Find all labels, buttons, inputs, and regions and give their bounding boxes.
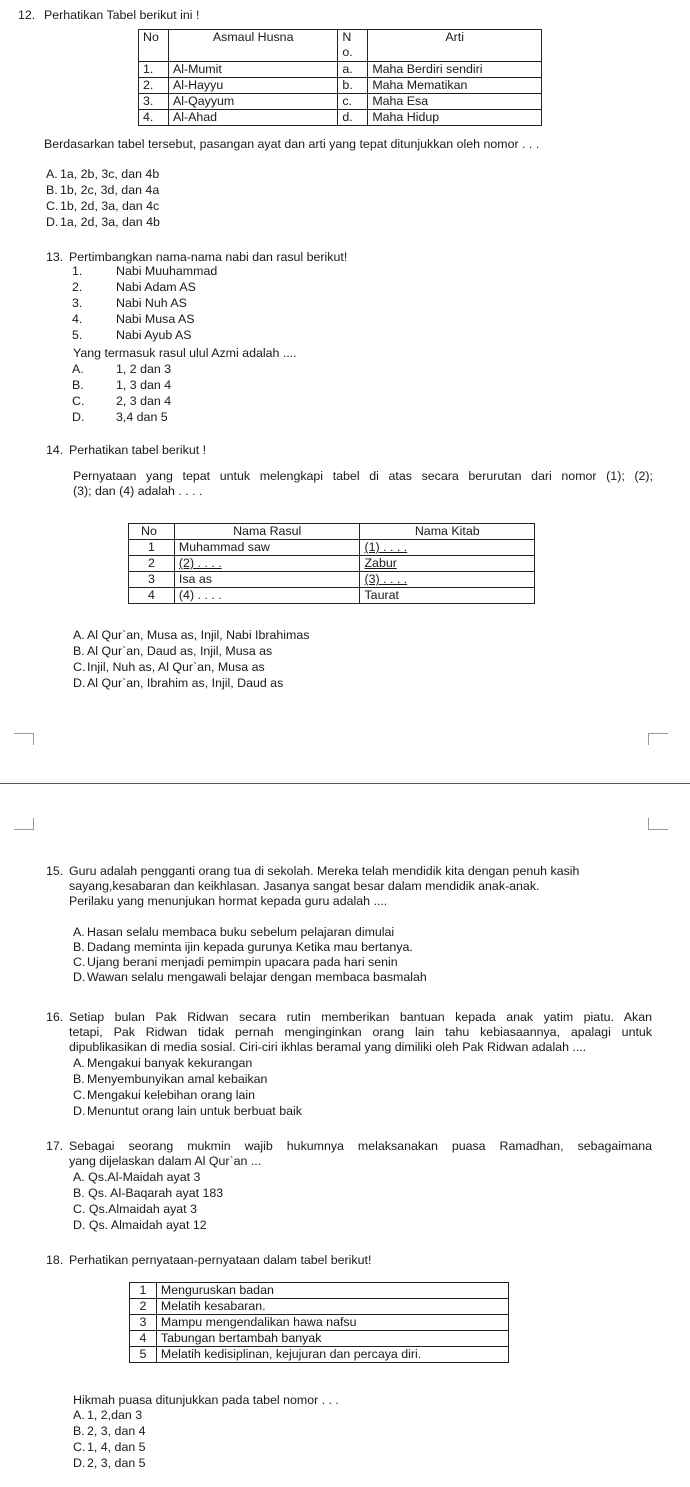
table-cell: Maha Berdiri sendiri	[368, 62, 542, 78]
option-text: 1a, 2b, 3c, dan 4b	[60, 167, 160, 181]
question-line: dipublikasikan di media sosial. Ciri-ciri ikhlas beramal yang dimiliki oleh Pak Ridwan adalah ....	[69, 1040, 587, 1054]
table-row	[130, 1347, 509, 1363]
list-item	[72, 280, 196, 296]
option-letter: A.	[73, 1408, 85, 1422]
list-item	[72, 328, 192, 344]
crop-mark-top-right	[648, 733, 668, 745]
table-cell: 2	[130, 1299, 157, 1315]
table-cell: 4	[130, 1331, 157, 1347]
q18-option-b[interactable]	[73, 1424, 146, 1440]
option-letter: B.	[73, 940, 85, 954]
list-item	[72, 296, 187, 312]
table-row	[130, 1315, 509, 1331]
table-cell: Mampu mengendalikan hawa nafsu	[156, 1315, 508, 1331]
q14-option-a[interactable]	[73, 628, 309, 644]
option-letter: C.	[73, 1440, 86, 1454]
q12-option-c[interactable]	[46, 199, 159, 215]
q18-option-d[interactable]	[73, 1456, 146, 1472]
q14-title: Perhatikan tabel berikut !	[69, 443, 207, 457]
q18-option-c[interactable]	[73, 1440, 146, 1456]
q17-option-c[interactable]: C. Qs.Almaidah ayat 3	[73, 1202, 197, 1216]
option-text: Al Qur`an, Ibrahim as, Injil, Daud as	[87, 676, 284, 690]
table-cell: (1) . . . .	[360, 540, 535, 556]
q12-option-b[interactable]	[46, 183, 159, 199]
table-cell: Maha Mematikan	[368, 78, 542, 94]
table-cell: 3	[130, 1315, 157, 1331]
table-cell: Melatih kedisiplinan, kejujuran dan percaya diri.	[156, 1347, 508, 1363]
list-item-number: 5.	[72, 328, 83, 342]
q14-option-b[interactable]	[73, 644, 272, 660]
list-item-number: 3.	[72, 296, 83, 310]
question-line: Sebagai seorang mukmin wajib hukumnya melaksanakan puasa Ramadhan, sebagaimana	[69, 1139, 652, 1153]
option-letter: D.	[46, 215, 59, 229]
table-cell: Zabur	[360, 556, 535, 572]
table-cell: a.	[338, 62, 368, 78]
q17-option-a[interactable]: A. Qs.Al-Maidah ayat 3	[73, 1170, 201, 1184]
list-item-text: Nabi Nuh AS	[116, 296, 187, 310]
option-text: 1, 2 dan 3	[116, 362, 172, 376]
option-letter: B.	[46, 183, 58, 197]
list-item	[72, 312, 195, 328]
table-row	[139, 110, 542, 126]
table-cell: Al-Hayyu	[168, 78, 337, 94]
list-item-text: Nabi Musa AS	[116, 312, 195, 326]
option-text: Menuntut orang lain untuk berbuat baik	[87, 1104, 302, 1118]
option-letter: C.	[72, 394, 85, 408]
q17-number: 17.	[46, 1139, 64, 1153]
option-text: Ujang berani menjadi pemimpin upacara pada hari senin	[87, 955, 398, 969]
table-row	[129, 556, 535, 572]
table-cell: 2	[129, 556, 175, 572]
option-letter: D.	[73, 1456, 86, 1470]
q13-option-b[interactable]	[72, 378, 171, 394]
q15-option-d[interactable]	[73, 970, 427, 986]
table-cell: Muhammad saw	[174, 540, 360, 556]
table-cell: 4.	[139, 110, 169, 126]
q15-number: 15.	[46, 864, 64, 878]
option-text: 2, 3, dan 4	[87, 1424, 146, 1438]
q12-table	[138, 29, 542, 126]
q13-number: 13.	[46, 250, 64, 264]
table-row	[130, 1299, 509, 1315]
q14-option-d[interactable]	[73, 676, 283, 692]
q16-option-c[interactable]	[73, 1088, 255, 1104]
q16-number: 16.	[46, 1010, 64, 1024]
option-text: 2, 3, dan 5	[87, 1456, 146, 1470]
option-text: 1, 4, dan 5	[87, 1440, 146, 1454]
table-cell: Al-Ahad	[168, 110, 337, 126]
list-item-number: 4.	[72, 312, 83, 326]
q18-title: Perhatikan pernyataan-pernyataan dalam tabel berikut!	[69, 1253, 372, 1267]
table-cell: Maha Hidup	[368, 110, 542, 126]
option-text: Menyembunyikan amal kebaikan	[87, 1072, 268, 1086]
q14-number: 14.	[46, 443, 64, 457]
q18-number: 18.	[46, 1253, 64, 1267]
option-text: Wawan selalu mengawali belajar dengan membaca basmalah	[87, 970, 427, 984]
option-letter: A.	[72, 362, 84, 376]
q14-table	[128, 523, 535, 604]
table-cell: (4) . . . .	[174, 588, 360, 604]
table-cell: Maha Esa	[368, 94, 542, 110]
q13-option-a[interactable]	[72, 362, 171, 378]
table-cell: c.	[338, 94, 368, 110]
table-row	[129, 572, 535, 588]
option-letter: D.	[73, 676, 86, 690]
q13-option-d[interactable]	[72, 410, 168, 426]
option-letter: B.	[72, 378, 84, 392]
option-text: Al Qur`an, Daud as, Injil, Musa as	[87, 644, 273, 658]
option-letter: A.	[46, 167, 58, 181]
question-line: Perilaku yang menunjukan hormat kepada guru adalah ....	[69, 894, 388, 908]
table-cell: Taurat	[360, 588, 535, 604]
table-row	[130, 1283, 509, 1299]
q15-option-a[interactable]	[73, 925, 394, 941]
table-cell: 4	[129, 588, 175, 604]
option-letter: C.	[46, 199, 59, 213]
option-letter: A.	[73, 1056, 85, 1070]
table-header-cell: Arti	[368, 30, 542, 62]
table-cell: 2.	[139, 78, 169, 94]
q13-question: Yang termasuk rasul ulul Azmi adalah ....	[73, 346, 297, 360]
option-letter: B.	[73, 1072, 85, 1086]
option-letter: C.	[73, 660, 86, 674]
table-cell: 1	[129, 540, 175, 556]
table-cell: 1	[130, 1283, 157, 1299]
q13-option-c[interactable]	[72, 394, 171, 410]
table-row	[139, 78, 542, 94]
table-row	[130, 1331, 509, 1347]
table-cell: Isa as	[174, 572, 360, 588]
q13-title: Pertimbangkan nama-nama nabi dan rasul berikut!	[69, 250, 348, 264]
table-row	[139, 62, 542, 78]
table-header-cell: N o.	[338, 30, 368, 62]
question-line: tetapi, Pak Ridwan tidak pernah menginginkan orang lain tahu kebiasaannya, apalagi untuk	[69, 1025, 652, 1039]
q14-option-c[interactable]	[73, 660, 265, 676]
table-row	[139, 94, 542, 110]
table-cell: Menguruskan badan	[156, 1283, 508, 1299]
option-letter: B.	[73, 644, 85, 658]
option-text: 1a, 2d, 3a, dan 4b	[60, 215, 160, 229]
table-cell: 3.	[139, 94, 169, 110]
q17-option-b[interactable]: B. Qs. Al-Baqarah ayat 183	[73, 1186, 224, 1200]
option-text: Mengakui kelebihan orang lain	[87, 1088, 256, 1102]
option-text: Mengakui banyak kekurangan	[87, 1056, 253, 1070]
option-text: 1b, 2d, 3a, dan 4c	[60, 199, 160, 213]
option-text: 1b, 2c, 3d, dan 4a	[60, 183, 160, 197]
table-cell: 3	[129, 572, 175, 588]
q18-table	[129, 1282, 509, 1363]
q15-option-b[interactable]	[73, 940, 413, 956]
table-row	[129, 588, 535, 604]
option-text: Hasan selalu membaca buku sebelum pelajaran dimulai	[87, 925, 395, 939]
q14-question-line1: Pernyataan yang tepat untuk melengkapi tabel di atas secara berurutan dari nomor (1); (2);	[73, 469, 653, 483]
crop-mark-bottom-left	[14, 818, 34, 830]
q17-option-d[interactable]: D. Qs. Almaidah ayat 12	[73, 1218, 207, 1232]
q12-option-d[interactable]	[46, 215, 160, 231]
option-letter: A.	[73, 628, 85, 642]
table-cell: 1.	[139, 62, 169, 78]
table-cell: (3) . . . .	[360, 572, 535, 588]
table-row	[129, 540, 535, 556]
table-cell: (2) . . . .	[174, 556, 360, 572]
q14-question-line2: (3); dan (4) adalah . . . .	[73, 484, 203, 498]
table-header-cell: Asmaul Husna	[168, 30, 337, 62]
table-header-cell: No	[139, 30, 169, 62]
table-header-cell: Nama Kitab	[360, 524, 535, 540]
option-text: Injil, Nuh as, Al Qur`an, Musa as	[87, 660, 265, 674]
crop-mark-bottom-right	[648, 818, 668, 830]
table-header-row	[139, 30, 542, 62]
list-item-number: 1.	[72, 264, 83, 278]
option-letter: C.	[73, 1088, 86, 1102]
table-cell: b.	[338, 78, 368, 94]
option-text: 3,4 dan 5	[116, 410, 168, 424]
q16-option-a[interactable]	[73, 1056, 252, 1072]
q12-number: 12.	[18, 8, 36, 22]
table-cell: Melatih kesabaran.	[156, 1299, 508, 1315]
option-letter: D.	[72, 410, 85, 424]
table-header-cell: Nama Rasul	[174, 524, 360, 540]
table-header-cell: No	[129, 524, 175, 540]
question-line: Guru adalah pengganti orang tua di sekolah. Mereka telah mendidik kita dengan penuh kasih	[69, 864, 580, 878]
q18-option-a[interactable]	[73, 1408, 142, 1424]
option-letter: C.	[73, 955, 86, 969]
table-cell: Tabungan bertambah banyak	[156, 1331, 508, 1347]
table-cell: 5	[130, 1347, 157, 1363]
table-cell: d.	[338, 110, 368, 126]
option-letter: D.	[73, 970, 86, 984]
q12-question: Berdasarkan tabel tersebut, pasangan ayat dan arti yang tepat ditunjukkan oleh nomor . . .	[44, 137, 540, 151]
question-line: Setiap bulan Pak Ridwan secara rutin memberikan bantuan kepada anak yatim piatu. Akan	[69, 1010, 652, 1024]
option-text: 1, 2,dan 3	[87, 1408, 143, 1422]
question-line: sayang,kesabaran dan keikhlasan. Jasanya sangat besar dalam mendidik anak-anak.	[69, 879, 540, 893]
option-text: Al Qur`an, Musa as, Injil, Nabi Ibrahimas	[87, 628, 310, 642]
q12-title: Perhatikan Tabel berikut ini !	[44, 8, 200, 22]
option-letter: A.	[73, 925, 85, 939]
table-cell: Al-Mumit	[168, 62, 337, 78]
q18-question: Hikmah puasa ditunjukkan pada tabel nomor . . .	[73, 1393, 339, 1407]
crop-mark-top-left	[14, 733, 34, 745]
option-letter: B.	[73, 1424, 85, 1438]
option-text: 2, 3 dan 4	[116, 394, 172, 408]
question-line: yang dijelaskan dalam Al Qur`an ...	[69, 1154, 262, 1168]
list-item-text: Nabi Muuhammad	[116, 264, 218, 278]
q16-option-d[interactable]	[73, 1104, 302, 1120]
list-item-number: 2.	[72, 280, 83, 294]
list-item	[72, 264, 217, 280]
page-break-divider	[0, 783, 690, 784]
option-text: 1, 3 dan 4	[116, 378, 172, 392]
option-letter: D.	[73, 1104, 86, 1118]
list-item-text: Nabi Ayub AS	[116, 328, 192, 342]
option-text: Dadang meminta ijin kepada gurunya Ketika mau bertanya.	[87, 940, 413, 954]
q16-option-b[interactable]	[73, 1072, 267, 1088]
q12-option-a[interactable]	[46, 167, 159, 183]
table-cell: Al-Qayyum	[168, 94, 337, 110]
list-item-text: Nabi Adam AS	[116, 280, 196, 294]
table-header-row	[129, 524, 535, 540]
q15-option-c[interactable]	[73, 955, 398, 971]
